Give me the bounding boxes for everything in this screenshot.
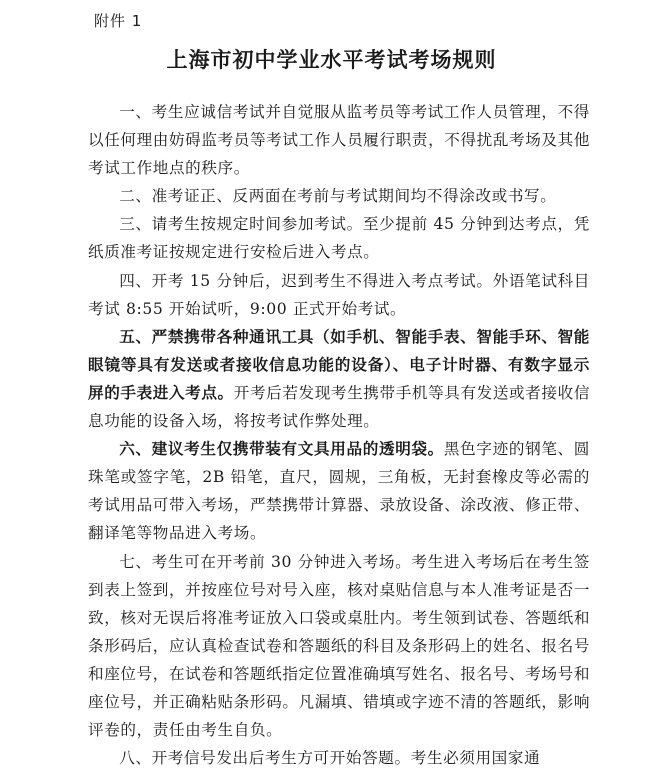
rule-paragraph-1 bbox=[88, 98, 590, 182]
rule-bold-text: 六、建议考生仅携带装有文具用品的透明袋。 bbox=[119, 439, 444, 459]
rule-text: 八、开考信号发出后考生方可开始答题。考生必须用国家通 bbox=[119, 749, 541, 768]
rule-text: 三、请考生按规定时间参加考试。至少提前 45 分钟到达考点，凭纸质准考证按规定进行安检后进入考点。 bbox=[88, 215, 590, 262]
rule-text: 四、开考 15 分钟后，迟到考生不得进入考点考试。外语笔试科目考试 8:55 开始试听，9:00 正式开始考试。 bbox=[88, 271, 590, 318]
rule-paragraph-7 bbox=[88, 548, 590, 745]
rule-text: 黑色字迹的钢笔、圆珠笔或签字笔，2B 铅笔，直尺，圆规，三角板，无封套橡皮等必需的考试用品可带入考场，严禁携带计算器、录放设备、涂改液、修正带、翻译笔等物品进入考场。 bbox=[88, 440, 591, 543]
rule-paragraph-5 bbox=[88, 323, 590, 435]
rule-paragraph-3 bbox=[88, 210, 590, 266]
rule-text: 二、准考证正、反两面在考前与考试期间均不得涂改或书写。 bbox=[119, 187, 557, 206]
rule-text: 七、考生可在开考前 30 分钟进入考场。考生进入考场后在考生签到表上签到，并按座位号对号入座，核对桌贴信息与本人准考证是否一致，核对无误后将准考证放入口袋或桌肚内。考生领到试卷、答题纸和条形码后，应认真检查试卷和答题纸的科目及条形码上的姓名、报名号和座位号，在试卷和答题纸指定位置准确填写姓名、报名号、考场号和座位号，并正确粘贴条形码。凡漏填、错填或字迹不清的答题纸，影响评卷的，责任由考生自负。 bbox=[88, 552, 591, 740]
rule-paragraph-6 bbox=[88, 435, 590, 547]
attachment-label: 附件 1 bbox=[94, 12, 143, 30]
rule-paragraph-2 bbox=[88, 182, 590, 210]
document-title: 上海市初中学业水平考试考场规则 bbox=[166, 47, 497, 72]
rule-text: 一、考生应诚信考试并自觉服从监考员等考试工作人员管理，不得以任何理由妨碍监考员等考试工作人员履行职责，不得扰乱考场及其他考试工作地点的秩序。 bbox=[88, 103, 591, 178]
document-body bbox=[88, 98, 590, 772]
rule-text: 开考后若发现考生携带手机等具有发送或者接收信息功能的设备入场，将按考试作弊处理。 bbox=[88, 383, 591, 431]
rule-paragraph-4 bbox=[88, 267, 590, 323]
rule-bold-text: 五、严禁携带各种通讯工具（如手机、智能手表、智能手环、智能眼镜等具有发送或者接收信息功能的设备）、电子计时器、有数字显示屏的手表进入考点。 bbox=[88, 326, 590, 402]
